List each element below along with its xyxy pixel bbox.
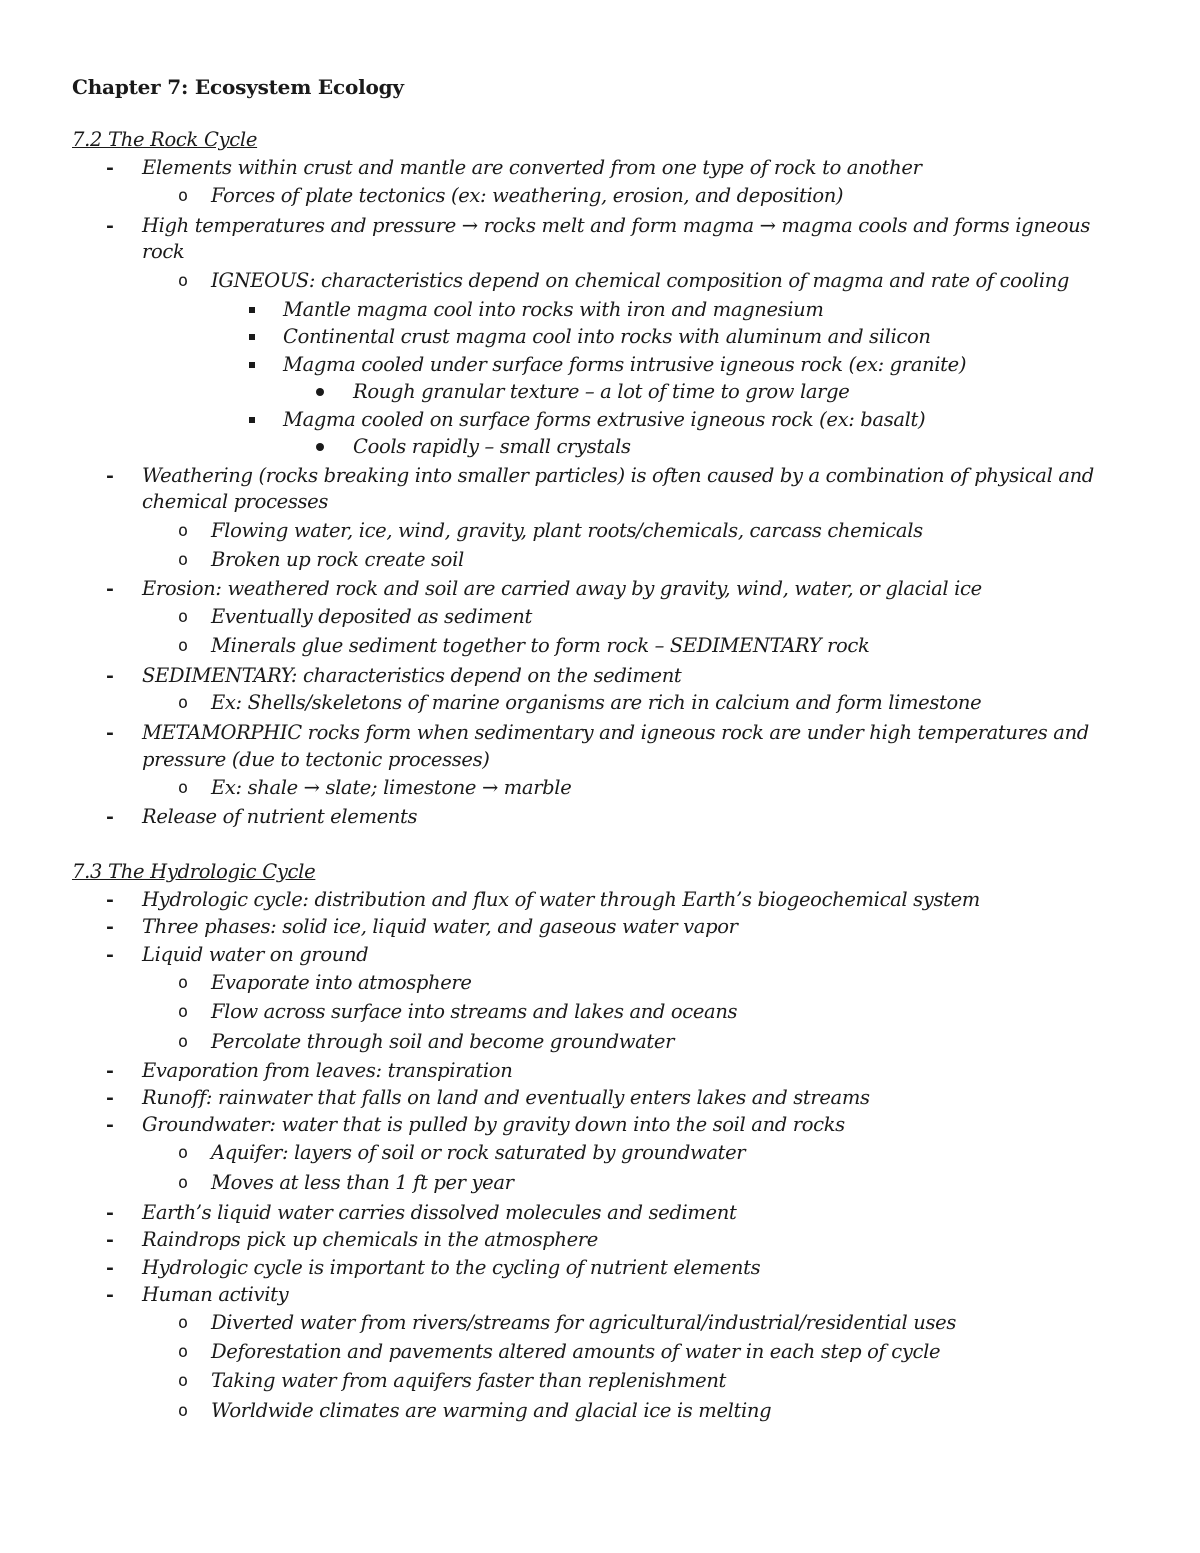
round-bullet-icon <box>315 433 325 461</box>
list-item: Erosion: weathered rock and soil are carried away by gravity, wind, water, or glacial ice <box>142 577 982 600</box>
list-item: Deforestation and pavements altered amounts of water in each step of cycle <box>211 1340 941 1363</box>
circle-bullet-icon: o <box>177 521 189 541</box>
list-item: Human activity <box>142 1283 289 1306</box>
circle-bullet-icon: o <box>177 1173 189 1193</box>
circle-bullet-icon: o <box>177 186 189 206</box>
circle-bullet-icon: o <box>177 1002 189 1022</box>
list-item: Groundwater: water that is pulled by gravity down into the soil and rocks <box>142 1113 845 1136</box>
circle-bullet-icon: o <box>177 636 189 656</box>
dash-bullet-icon: - <box>106 1087 114 1109</box>
square-bullet-icon <box>247 406 257 434</box>
list-item: Magma cooled under surface forms intrusive igneous rock (ex: granite) <box>283 353 967 376</box>
dash-bullet-icon: - <box>106 1202 114 1224</box>
list-item: IGNEOUS: characteristics depend on chemical composition of magma and rate of cooling <box>211 269 1070 292</box>
list-item: Ex: Shells/skeletons of marine organisms are rich in calcium and form limestone <box>211 691 982 714</box>
circle-bullet-icon: o <box>177 1371 189 1391</box>
list-item: Broken up rock create soil <box>211 548 464 571</box>
list-item: Ex: shale → slate; limestone → marble <box>211 776 572 799</box>
list-item: Taking water from aquifers faster than replenishment <box>211 1369 727 1392</box>
list-item: Evaporate into atmosphere <box>211 971 472 994</box>
square-bullet-icon <box>247 323 257 351</box>
list-item: Continental crust magma cool into rocks with aluminum and silicon <box>283 325 931 348</box>
dash-bullet-icon: - <box>106 944 114 966</box>
circle-bullet-icon: o <box>177 1143 189 1163</box>
list-item: Hydrologic cycle is important to the cycling of nutrient elements <box>142 1256 761 1279</box>
circle-bullet-icon: o <box>177 1401 189 1421</box>
circle-bullet-icon: o <box>177 1032 189 1052</box>
list-item: Flowing water, ice, wind, gravity, plant roots/chemicals, carcass chemicals <box>211 519 923 542</box>
list-item: Minerals glue sediment together to form rock – SEDIMENTARY rock <box>211 634 870 657</box>
circle-bullet-icon: o <box>177 607 189 627</box>
list-item: Aquifer: layers of soil or rock saturated by groundwater <box>211 1141 746 1164</box>
dash-bullet-icon: - <box>106 215 114 237</box>
square-bullet-icon <box>247 351 257 379</box>
list-item: Worldwide climates are warming and glacial ice is melting <box>211 1399 772 1422</box>
list-item: Earth’s liquid water carries dissolved molecules and sediment <box>142 1201 737 1224</box>
list-item: Raindrops pick up chemicals in the atmosphere <box>142 1228 598 1251</box>
section-heading-rock-cycle: 7.2 The Rock Cycle <box>72 128 258 151</box>
list-item: Release of nutrient elements <box>142 805 418 828</box>
list-item: Diverted water from rivers/streams for agricultural/industrial/residential uses <box>211 1311 956 1334</box>
list-item-continuation: pressure (due to tectonic processes) <box>142 748 490 771</box>
dash-bullet-icon: - <box>106 665 114 687</box>
dash-bullet-icon: - <box>106 1284 114 1306</box>
dash-bullet-icon: - <box>106 1229 114 1251</box>
square-bullet-icon <box>247 296 257 324</box>
list-item: Runoff: rainwater that falls on land and eventually enters lakes and streams <box>142 1086 870 1109</box>
list-item: Elements within crust and mantle are converted from one type of rock to another <box>142 156 922 179</box>
list-item: METAMORPHIC rocks form when sedimentary and igneous rock are under high temperatures and <box>142 721 1089 744</box>
circle-bullet-icon: o <box>177 271 189 291</box>
list-item: Flow across surface into streams and lakes and oceans <box>211 1000 738 1023</box>
round-bullet-icon <box>315 378 325 406</box>
dash-bullet-icon: - <box>106 578 114 600</box>
list-item: Hydrologic cycle: distribution and flux of water through Earth’s biogeochemical system <box>142 888 980 911</box>
dash-bullet-icon: - <box>106 916 114 938</box>
circle-bullet-icon: o <box>177 1313 189 1333</box>
dash-bullet-icon: - <box>106 1060 114 1082</box>
page-title: Chapter 7: Ecosystem Ecology <box>72 75 404 99</box>
list-item: Forces of plate tectonics (ex: weathering, erosion, and deposition) <box>211 184 844 207</box>
circle-bullet-icon: o <box>177 973 189 993</box>
list-item: Rough granular texture – a lot of time to grow large <box>353 380 850 403</box>
dash-bullet-icon: - <box>106 157 114 179</box>
dash-bullet-icon: - <box>106 465 114 487</box>
dash-bullet-icon: - <box>106 806 114 828</box>
dash-bullet-icon: - <box>106 722 114 744</box>
circle-bullet-icon: o <box>177 1342 189 1362</box>
list-item: High temperatures and pressure → rocks melt and form magma → magma cools and forms igneous <box>142 214 1090 237</box>
list-item: Evaporation from leaves: transpiration <box>142 1059 513 1082</box>
dash-bullet-icon: - <box>106 1114 114 1136</box>
list-item: Three phases: solid ice, liquid water, and gaseous water vapor <box>142 915 738 938</box>
list-item: Moves at less than 1 ft per year <box>211 1171 514 1194</box>
circle-bullet-icon: o <box>177 550 189 570</box>
list-item: Mantle magma cool into rocks with iron and magnesium <box>283 298 824 321</box>
list-item: Cools rapidly – small crystals <box>353 435 631 458</box>
list-item: Liquid water on ground <box>142 943 369 966</box>
list-item: Weathering (rocks breaking into smaller particles) is often caused by a combination of physical and <box>142 464 1094 487</box>
circle-bullet-icon: o <box>177 778 189 798</box>
list-item: Magma cooled on surface forms extrusive igneous rock (ex: basalt) <box>283 408 926 431</box>
dash-bullet-icon: - <box>106 1257 114 1279</box>
circle-bullet-icon: o <box>177 693 189 713</box>
list-item-continuation: rock <box>142 240 185 263</box>
section-heading-hydrologic-cycle: 7.3 The Hydrologic Cycle <box>72 860 316 883</box>
list-item-continuation: chemical processes <box>142 490 328 513</box>
list-item: Percolate through soil and become groundwater <box>211 1030 675 1053</box>
list-item: SEDIMENTARY: characteristics depend on the sediment <box>142 664 682 687</box>
dash-bullet-icon: - <box>106 889 114 911</box>
list-item: Eventually deposited as sediment <box>211 605 532 628</box>
